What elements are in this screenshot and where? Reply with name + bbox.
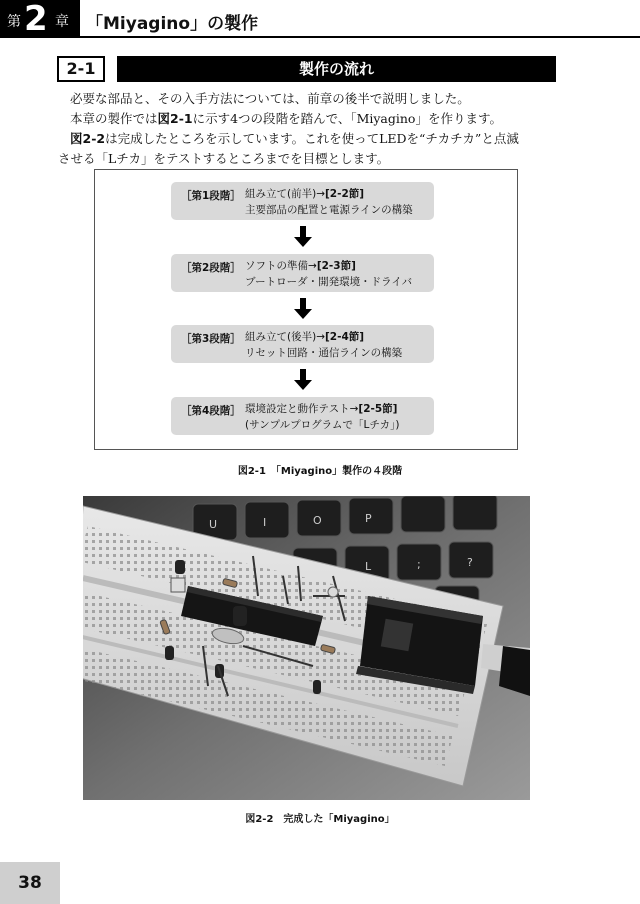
figure-ref-2-2: 図2-2 <box>70 131 106 146</box>
chapter-prefix: 第 <box>7 14 21 30</box>
stage-2-box <box>171 254 434 292</box>
figure-2-1-flow <box>94 169 518 450</box>
stage-3-title: 組み立て(後半)→[2-4節] <box>245 331 365 343</box>
figure-2-2-photo <box>83 496 530 800</box>
stage-4-desc: (サンプルプログラムで「Lチカ」) <box>245 419 400 431</box>
stage-1-box <box>171 182 434 220</box>
figure-2-2-caption: 図2-2 完成した「Miyagino」 <box>245 814 395 825</box>
section-title: 製作の流れ <box>117 56 556 82</box>
stage-4-box <box>171 397 434 435</box>
key-o: O <box>313 514 322 527</box>
figure-ref-2-1: 図2-1 <box>157 111 193 126</box>
stage-3-box <box>171 325 434 363</box>
chapter-suffix: 章 <box>55 14 69 30</box>
stage-3-ref: [2-4節] <box>325 331 365 343</box>
chapter-title: 「Miyagino」の製作 <box>86 14 259 34</box>
header-rule <box>80 36 640 38</box>
stage-1-desc: 主要部品の配置と電源ラインの構築 <box>245 204 413 216</box>
paragraph-3: 図2-2は完成したところを示しています。これを使ってLEDを“チカチカ”と点滅 <box>70 131 519 146</box>
key-semicolon: ; <box>417 558 421 571</box>
chapter-number: 2 <box>24 0 48 39</box>
stage-1-title: 組み立て(前半)→[2-2節] <box>245 188 365 200</box>
stage-1-tag: ［第1段階］ <box>181 190 241 202</box>
page-number: 38 <box>0 862 60 904</box>
paragraph-1: 必要な部品と、その入手方法については、前章の後半で説明しました。 <box>70 91 470 106</box>
stage-4-tag: ［第4段階］ <box>181 405 241 417</box>
down-arrow-icon <box>293 226 313 248</box>
stage-2-ref: [2-3節] <box>316 260 356 272</box>
led <box>328 587 338 597</box>
down-arrow-icon <box>293 369 313 391</box>
section-number: 2-1 <box>57 56 105 82</box>
key-i: I <box>263 516 267 529</box>
stage-2-desc: ブートローダ・開発環境・ドライバ <box>245 276 413 288</box>
stage-4-title: 環境設定と動作テスト→[2-5節] <box>245 403 398 415</box>
chapter-badge <box>0 0 80 38</box>
breadboard-photo-illustration <box>83 496 530 800</box>
stage-2-title: ソフトの準備→[2-3節] <box>245 260 356 272</box>
down-arrow-icon <box>293 298 313 320</box>
stage-3-desc: リセット回路・通信ラインの構築 <box>245 347 403 359</box>
stage-2-tag: ［第2段階］ <box>181 262 241 274</box>
key-question: ? <box>467 556 473 569</box>
reset-button <box>171 578 185 592</box>
stage-4-ref: [2-5節] <box>358 403 398 415</box>
key-u: U <box>209 518 218 531</box>
paragraph-4: させる「Lチカ」をテストするところまでを目標とします。 <box>58 151 390 166</box>
key-p: P <box>365 512 372 525</box>
key-l: L <box>365 560 372 573</box>
figure-2-1-caption: 図2-1 「Miyagino」製作の４段階 <box>237 466 403 477</box>
paragraph-2: 本章の製作では図2-1に示す4つの段階を踏んで、「Miyagino」を作ります。 <box>70 111 502 126</box>
stage-1-ref: [2-2節] <box>325 188 365 200</box>
stage-3-tag: ［第3段階］ <box>181 333 241 345</box>
